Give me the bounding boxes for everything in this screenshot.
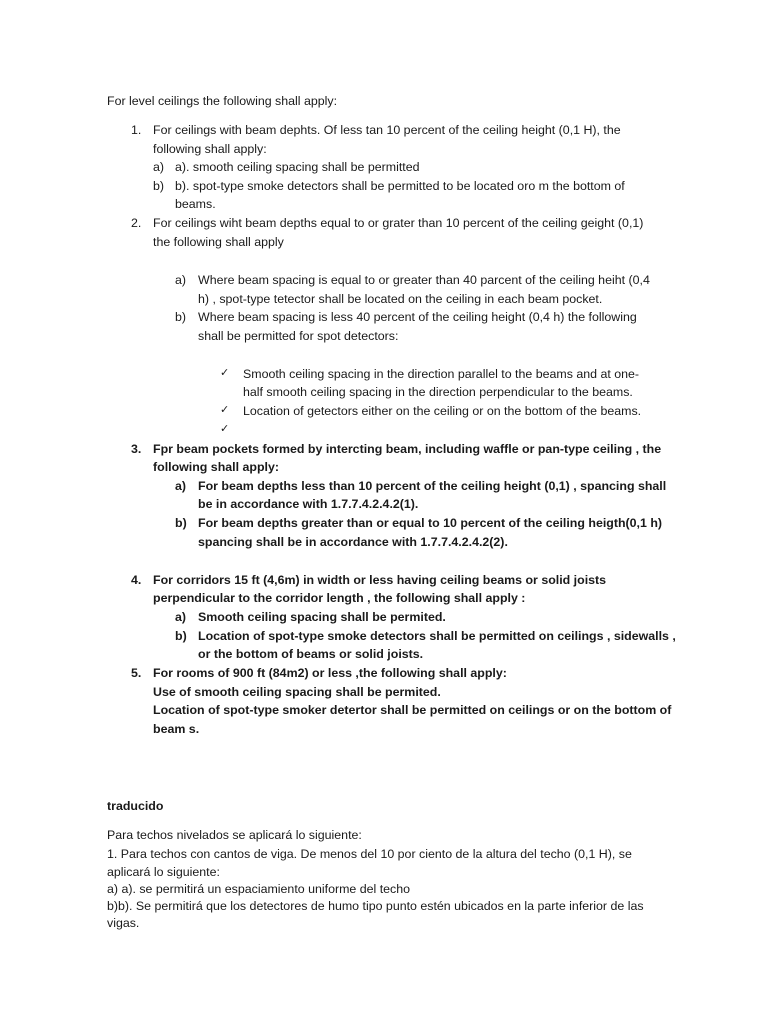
check-item-line: Smooth ceiling spacing in the direction parallel to the beams and at one- bbox=[243, 367, 640, 381]
item-3b-line: For beam depths greater than or equal to 10 percent of the ceiling heigth(0,1 h) bbox=[198, 516, 663, 530]
item-3-line: following shall apply: bbox=[153, 460, 279, 474]
item-5-line: Location of spot-type smoker detertor shall be permitted on ceilings or on the bottom of bbox=[153, 703, 672, 717]
item-3-number: 3. bbox=[131, 442, 142, 456]
check-item-line: Location of getectors either on the ceiling or on the bottom of the beams. bbox=[243, 404, 642, 418]
item-1-number: 1. bbox=[131, 123, 142, 137]
item-3b-label: b) bbox=[175, 516, 187, 530]
item-2-line: For ceilings wiht beam depths equal to or grater than 10 percent of the ceiling geight (0,1) bbox=[153, 216, 644, 230]
item-5-line: beam s. bbox=[153, 722, 200, 736]
translation-line: aplicará lo siguiente: bbox=[107, 865, 220, 879]
intro-text: For level ceilings the following shall apply: bbox=[107, 94, 338, 108]
item-1a-text: a). smooth ceiling spacing shall be permitted bbox=[175, 160, 420, 174]
item-3a-line: be in accordance with 1.7.7.4.2.4.2(1). bbox=[198, 497, 419, 511]
item-4-line: perpendicular to the corridor length , the following shall apply : bbox=[153, 591, 526, 605]
item-4-line: For corridors 15 ft (4,6m) in width or less having ceiling beams or solid joists bbox=[153, 573, 607, 587]
translation-line: a) a). se permitirá un espaciamiento uniforme del techo bbox=[107, 882, 411, 896]
item-4-number: 4. bbox=[131, 573, 142, 587]
translation-line: 1. Para techos con cantos de viga. De menos del 10 por ciento de la altura del techo (0,1 H), se bbox=[107, 847, 632, 861]
item-2a-line: h) , spot-type tetector shall be located on the ceiling in each beam pocket. bbox=[198, 292, 603, 306]
item-1b-label: b) bbox=[153, 179, 165, 193]
item-3a-line: For beam depths less than 10 percent of the ceiling height (0,1) , spancing shall bbox=[198, 479, 667, 493]
item-2b-line: shall be permitted for spot detectors: bbox=[198, 329, 399, 343]
item-1-line: For ceilings with beam dephts. Of less tan 10 percent of the ceiling height (0,1 H), the bbox=[153, 123, 621, 137]
item-5-line: For rooms of 900 ft (84m2) or less ,the following shall apply: bbox=[153, 666, 507, 680]
item-4a-text: Smooth ceiling spacing shall be permited. bbox=[198, 610, 446, 624]
item-1b-line: beams. bbox=[175, 197, 216, 211]
translation-line: Para techos nivelados se aplicará lo siguiente: bbox=[107, 828, 362, 842]
item-4a-label: a) bbox=[175, 610, 187, 624]
item-1a-label: a) bbox=[153, 160, 165, 174]
checkmark-icon: ✓ bbox=[220, 403, 230, 416]
item-2b-line: Where beam spacing is less 40 percent of the ceiling height (0,4 h) the following bbox=[198, 310, 637, 324]
item-2a-line: Where beam spacing is equal to or greater than 40 parcent of the ceiling heiht (0,4 bbox=[198, 273, 650, 287]
item-4b-label: b) bbox=[175, 629, 187, 643]
item-3a-label: a) bbox=[175, 479, 187, 493]
item-3-line: Fpr beam pockets formed by intercting beam, including waffle or pan-type ceiling , the bbox=[153, 442, 662, 456]
item-2-line: the following shall apply bbox=[153, 235, 284, 249]
translation-heading: traducido bbox=[107, 799, 164, 813]
item-1b-line: b). spot-type smoke detectors shall be permitted to be located oro m the bottom of bbox=[175, 179, 625, 193]
item-5-line: Use of smooth ceiling spacing shall be permited. bbox=[153, 685, 441, 699]
checkmark-icon: ✓ bbox=[220, 422, 230, 435]
item-2-number: 2. bbox=[131, 216, 142, 230]
translation-line: vigas. bbox=[107, 916, 140, 930]
translation-line: b)b). Se permitirá que los detectores de humo tipo punto estén ubicados en la parte inferior de las bbox=[107, 899, 644, 913]
item-4b-line: or the bottom of beams or solid joists. bbox=[198, 647, 424, 661]
check-item-line: half smooth ceiling spacing in the direction perpendicular to the beams. bbox=[243, 385, 633, 399]
item-1-line: following shall apply: bbox=[153, 142, 267, 156]
checkmark-icon: ✓ bbox=[220, 366, 230, 379]
item-4b-line: Location of spot-type smoke detectors shall be permitted on ceilings , sidewalls , bbox=[198, 629, 676, 643]
item-2a-label: a) bbox=[175, 273, 187, 287]
item-3b-line: spancing shall be in accordance with 1.7.7.4.2.4.2(2). bbox=[198, 535, 508, 549]
item-5-number: 5. bbox=[131, 666, 142, 680]
item-2b-label: b) bbox=[175, 310, 187, 324]
